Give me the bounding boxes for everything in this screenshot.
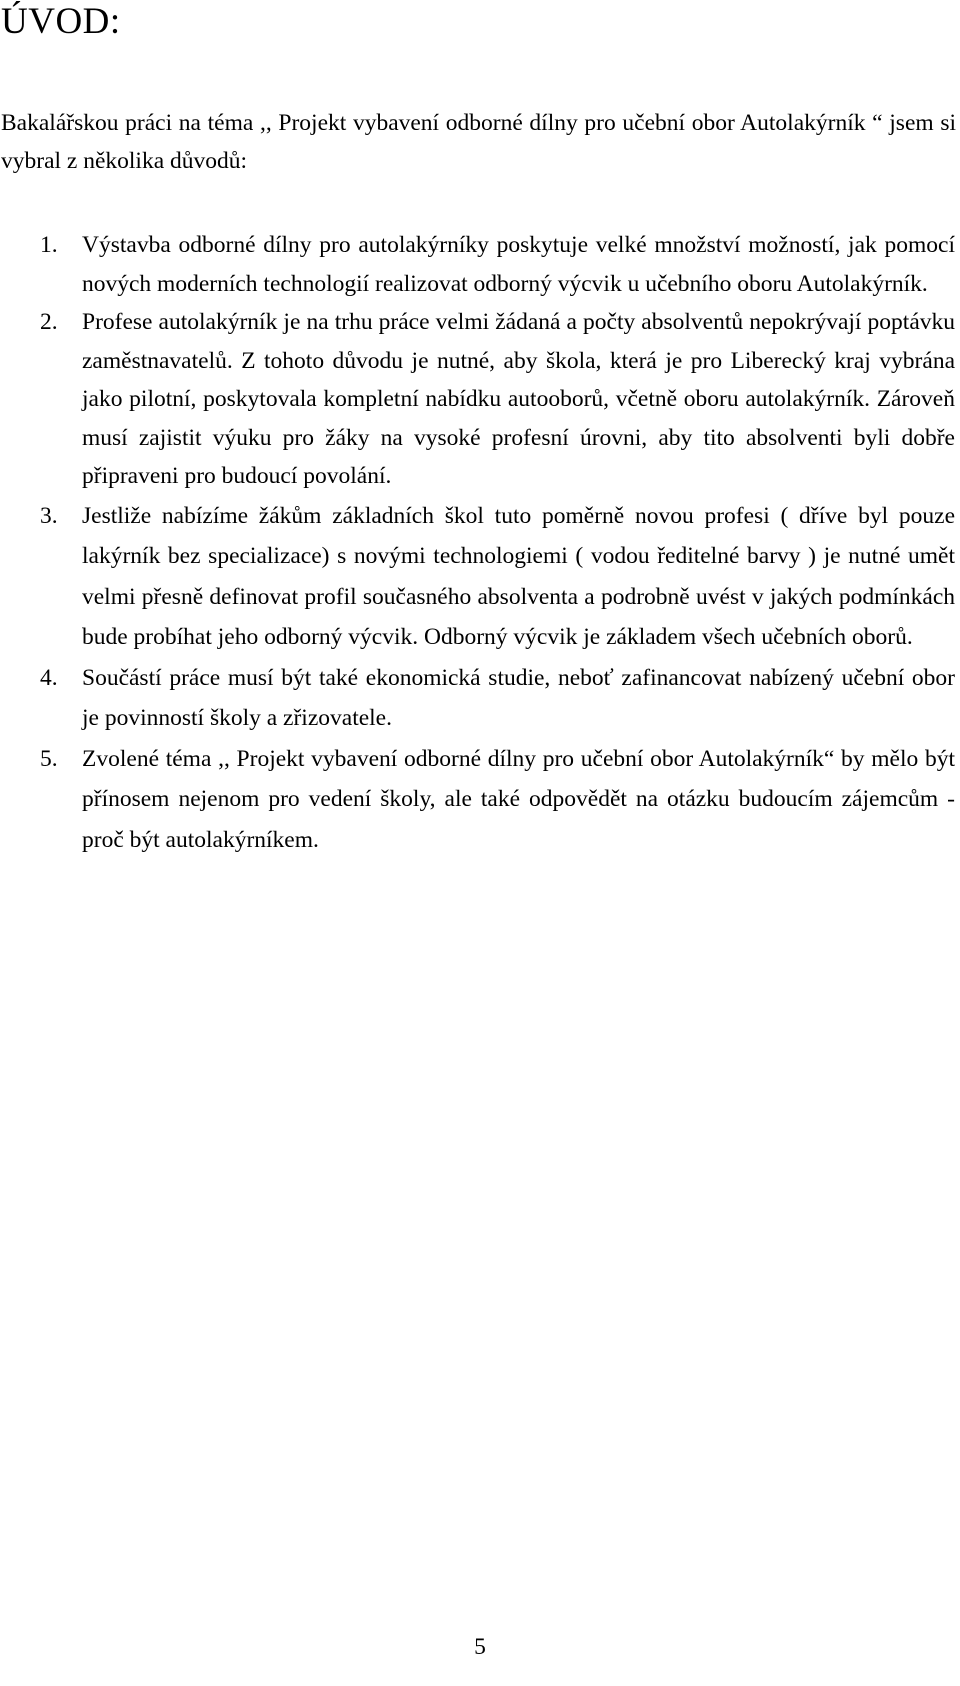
list-item — [0, 496, 955, 658]
list-item-text: Součástí práce musí být také ekonomická studie, neboť zafinancovat nabízený učební obor je povinností školy a zřizovatele. — [82, 664, 955, 731]
list-item — [0, 226, 955, 303]
list-item-number: 1. — [40, 232, 58, 258]
list-item-text: Jestliže nabízíme žákům základních škol tuto poměrně novou profesi ( dříve byl pouze lakýrník bez specializace) s novými technologiemi ( vodou ředitelné barvy ) je nutné umět velmi přesně definovat profil současného absolventa a podrobně uvést v jakých podmínkách bude probíhat jeho odborný výcvik. Odborný výcvik je základem všech učebních oborů. — [82, 502, 955, 650]
list-item — [0, 658, 955, 739]
list-item-number: 4. — [40, 664, 58, 691]
list-item-number: 2. — [40, 309, 58, 335]
page-number: 5 — [474, 1634, 486, 1660]
list-item-text: Profese autolakýrník je na trhu práce velmi žádaná a počty absolventů nepokrývají poptávku zaměstnavatelů. Z tohoto důvodu je nutné, aby škola, která je pro Liberecký kraj vybrána jako pilotní, poskytovala kompletní nabídku autooborů, včetně oboru autolakýrník. Zároveň musí zajistit výuku pro žáky na vysoké profesní úrovni, aby tito absolventi byli dobře připraveni pro budoucí povolání. — [82, 309, 955, 489]
page-heading: ÚVOD: — [1, 1, 121, 42]
list-item — [0, 739, 955, 861]
list-item-text: Zvolené téma ,, Projekt vybavení odborné dílny pro učební obor Autolakýrník“ by mělo být přínosem nejenom pro vedení školy, ale také odpovědět na otázku budoucím zájemcům - proč být autolakýrníkem. — [82, 745, 955, 853]
list-item-number: 3. — [40, 502, 58, 529]
list-item-text: Výstavba odborné dílny pro autolakýrníky poskytuje velké množství možností, jak pomocí nových moderních technologií realizovat odborný výcvik u učebního oboru Autolakýrník. — [82, 232, 955, 297]
reasons-list — [0, 226, 960, 860]
list-item — [0, 303, 955, 496]
list-item-number: 5. — [40, 745, 58, 772]
intro-paragraph: Bakalářskou práci na téma ,, Projekt vybavení odborné dílny pro učební obor Autolakýrník “ jsem si vybral z několika důvodů: — [1, 110, 956, 174]
